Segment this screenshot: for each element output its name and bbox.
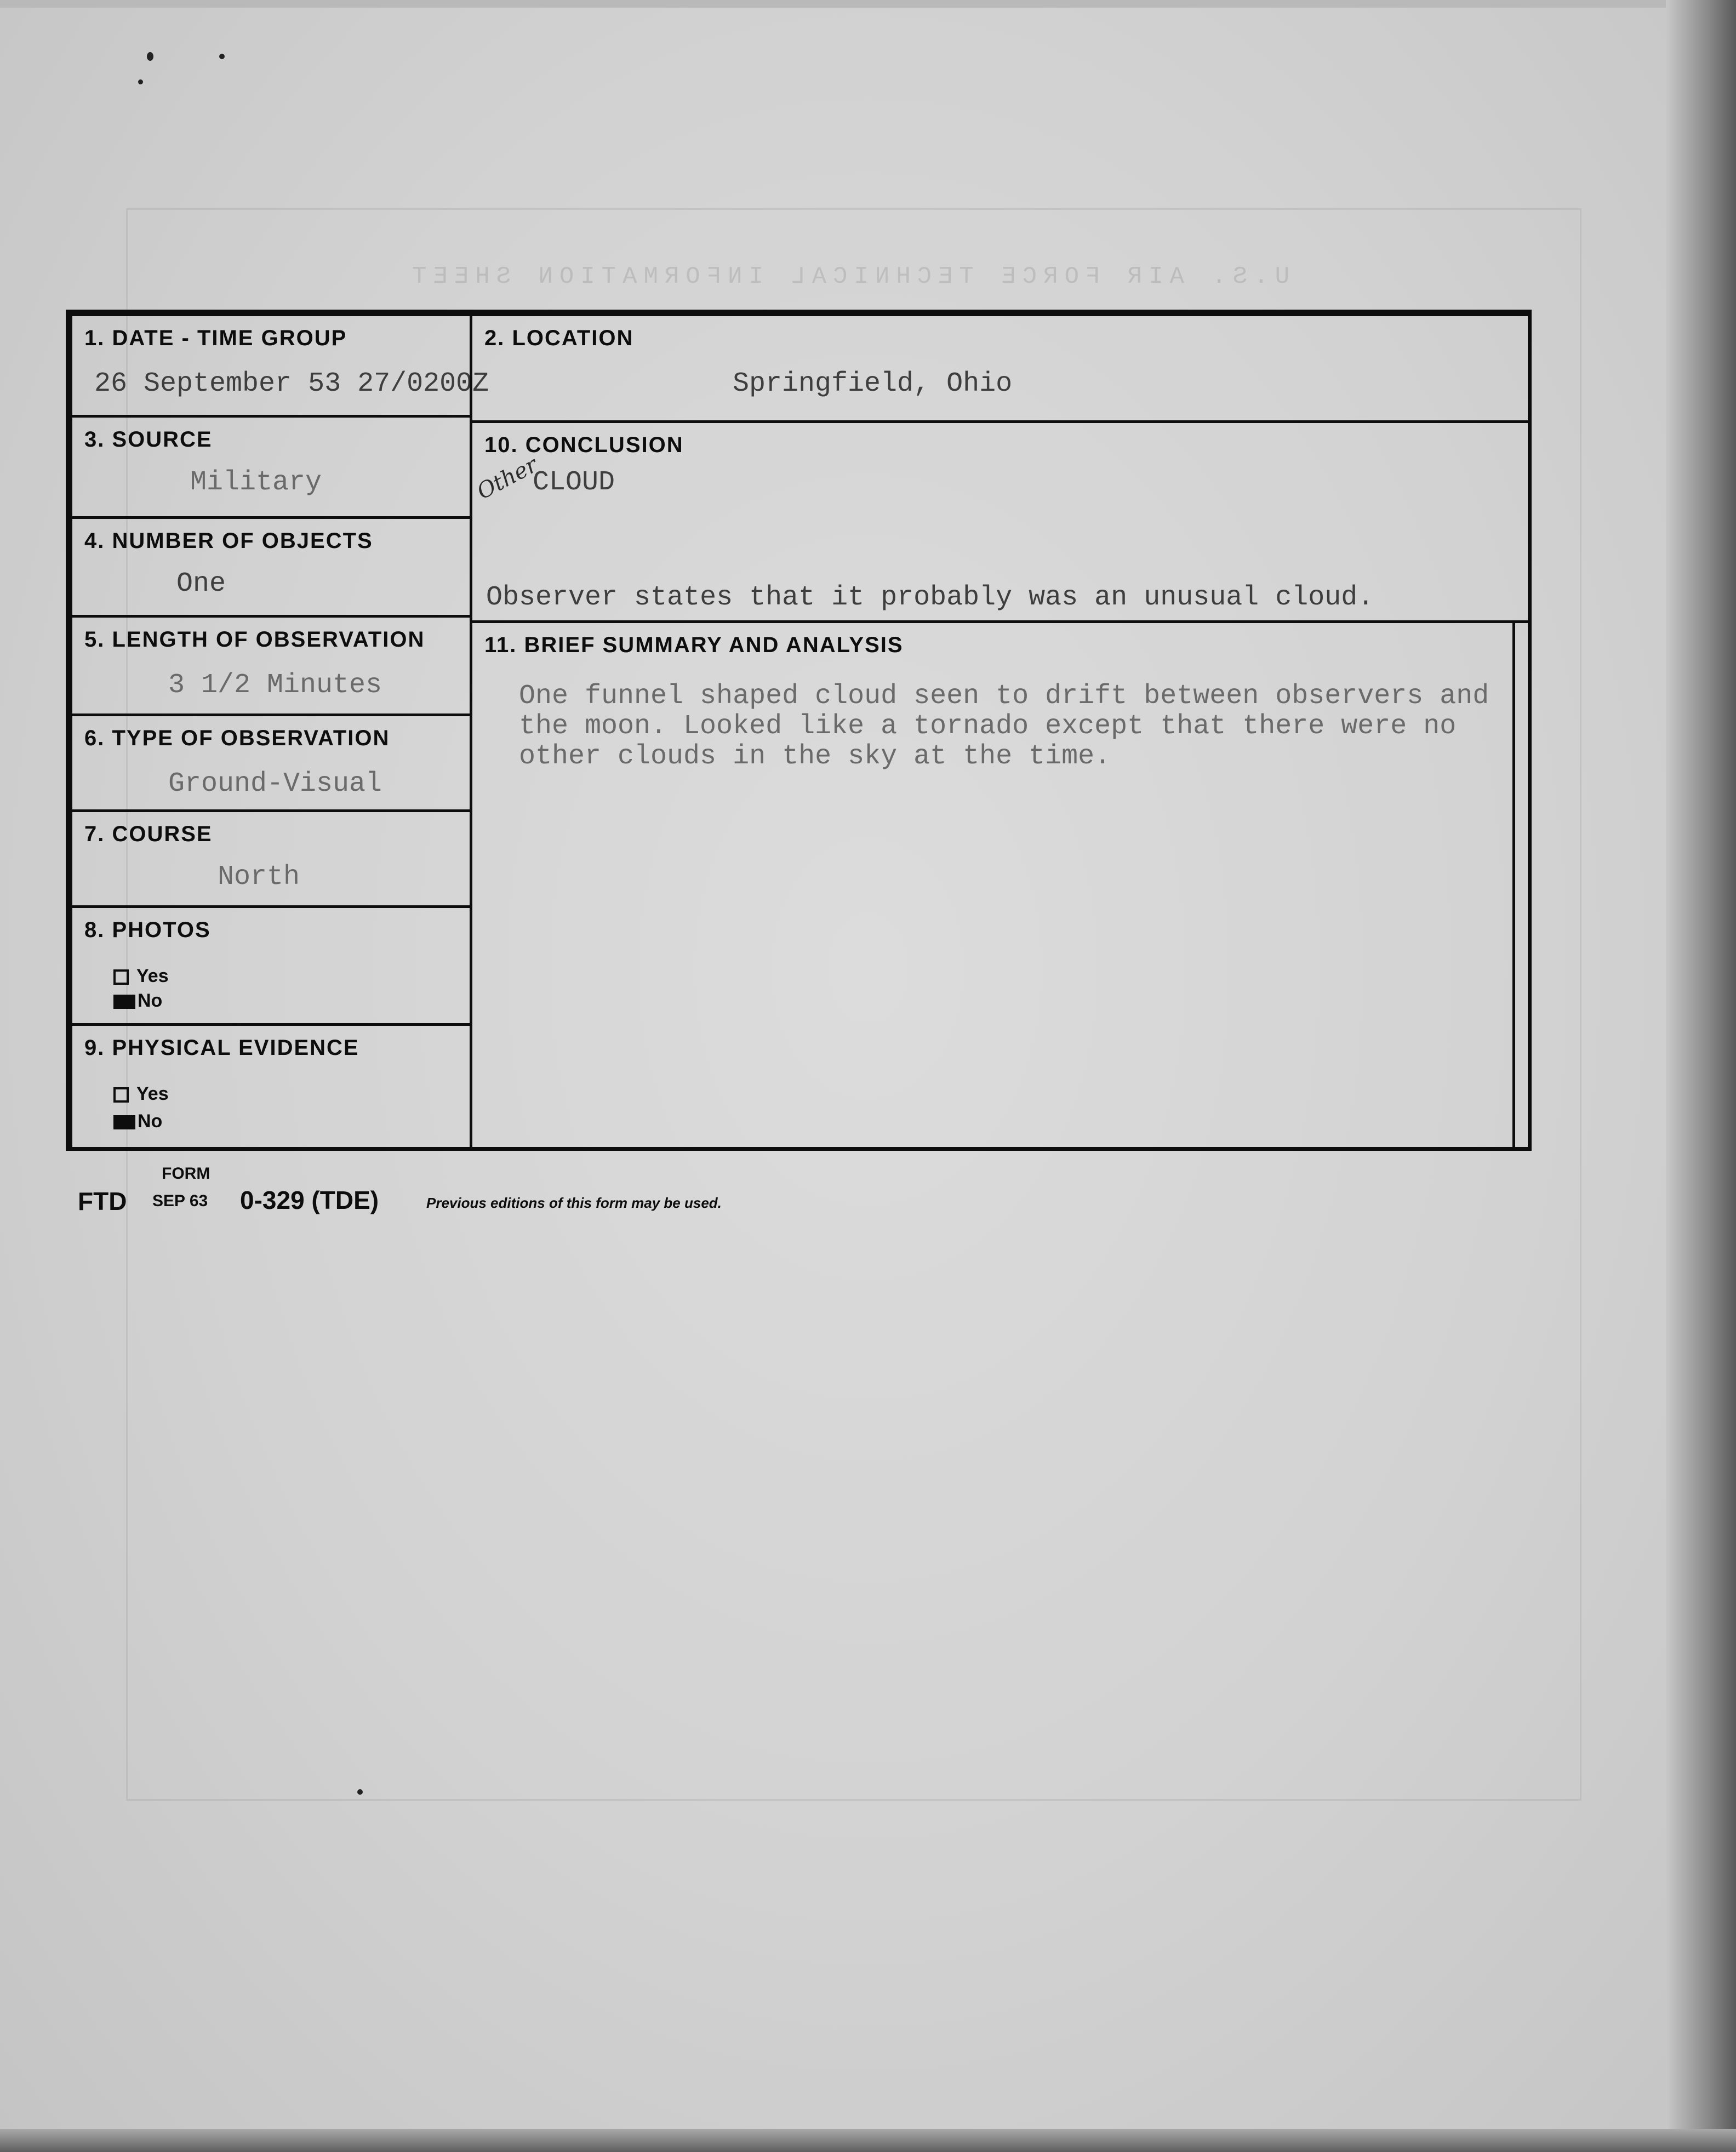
course-value: North xyxy=(218,861,300,893)
footer-ftd: FTD xyxy=(78,1187,127,1215)
photos-no-label: No xyxy=(138,990,163,1011)
technical-information-form xyxy=(66,310,1532,1151)
summary-line: other clouds in the sky at the time. xyxy=(519,741,1111,772)
photos-no-checkbox-checked[interactable] xyxy=(113,995,135,1009)
summary-cell xyxy=(470,620,1515,1151)
speck xyxy=(147,52,153,61)
physical-evidence-yes-checkbox[interactable] xyxy=(113,1087,129,1103)
location-label: 2. LOCATION xyxy=(484,326,634,350)
photos-yes-checkbox[interactable] xyxy=(113,969,129,985)
bleed-through-text: U.S. AIR FORCE TECHNICAL INFORMATION SHEET xyxy=(406,263,1289,290)
footer-form-word: FORM xyxy=(162,1165,210,1183)
physical-evidence-cell xyxy=(70,1023,472,1151)
source-label: 3. SOURCE xyxy=(84,427,213,452)
length-of-observation-value: 3 1/2 Minutes xyxy=(168,670,382,701)
number-of-objects-value: One xyxy=(176,568,226,600)
photos-yes-label: Yes xyxy=(136,966,169,986)
date-time-group-value: 26 September 53 27/0200Z xyxy=(94,368,489,399)
type-of-observation-value: Ground-Visual xyxy=(168,768,382,800)
speck xyxy=(138,79,143,84)
physical-evidence-yes-option[interactable] xyxy=(113,1083,169,1105)
type-of-observation-cell xyxy=(70,713,472,812)
physical-evidence-no-option[interactable] xyxy=(113,1111,162,1132)
conclusion-handwritten-prefix: Other xyxy=(473,452,542,505)
conclusion-note: Observer states that it probably was an unusual cloud. xyxy=(486,582,1374,613)
photos-yes-option[interactable] xyxy=(113,966,169,987)
conclusion-value: CLOUD xyxy=(533,467,615,498)
summary-line: the moon. Looked like a tornado except that there were no xyxy=(519,711,1457,742)
scan-edge-right xyxy=(1666,0,1736,2152)
speck xyxy=(357,1789,363,1795)
source-cell xyxy=(70,415,472,519)
physical-evidence-yes-label: Yes xyxy=(136,1083,169,1104)
summary-line: One funnel shaped cloud seen to drift between observers and xyxy=(519,681,1489,712)
physical-evidence-no-label: No xyxy=(138,1111,163,1132)
physical-evidence-label: 9. PHYSICAL EVIDENCE xyxy=(84,1036,359,1060)
course-cell xyxy=(70,809,472,908)
speck xyxy=(219,54,225,59)
source-value: Military xyxy=(190,467,322,498)
location-cell xyxy=(470,313,1532,423)
number-of-objects-cell xyxy=(70,516,472,618)
photos-no-option[interactable] xyxy=(113,990,162,1012)
location-value: Springfield, Ohio xyxy=(733,368,1013,399)
date-time-group-label: 1. DATE - TIME GROUP xyxy=(84,326,347,350)
number-of-objects-label: 4. NUMBER OF OBJECTS xyxy=(84,529,373,553)
course-label: 7. COURSE xyxy=(84,822,213,846)
footer-date-code: SEP 63 xyxy=(152,1192,208,1210)
photos-label: 8. PHOTOS xyxy=(84,918,211,942)
scan-edge-top xyxy=(0,0,1736,8)
summary-label: 11. BRIEF SUMMARY AND ANALYSIS xyxy=(484,633,904,657)
conclusion-cell xyxy=(470,420,1532,623)
date-time-group-cell xyxy=(70,313,489,418)
conclusion-label: 10. CONCLUSION xyxy=(484,433,684,457)
footer-form-number: 0-329 (TDE) xyxy=(240,1186,379,1214)
length-of-observation-label: 5. LENGTH OF OBSERVATION xyxy=(84,627,425,652)
physical-evidence-no-checkbox-checked[interactable] xyxy=(113,1115,135,1129)
length-of-observation-cell xyxy=(70,615,472,716)
scan-edge-bottom xyxy=(0,2129,1736,2152)
photos-cell xyxy=(70,905,472,1026)
footer-note: Previous editions of this form may be used. xyxy=(426,1195,722,1211)
type-of-observation-label: 6. TYPE OF OBSERVATION xyxy=(84,726,390,750)
